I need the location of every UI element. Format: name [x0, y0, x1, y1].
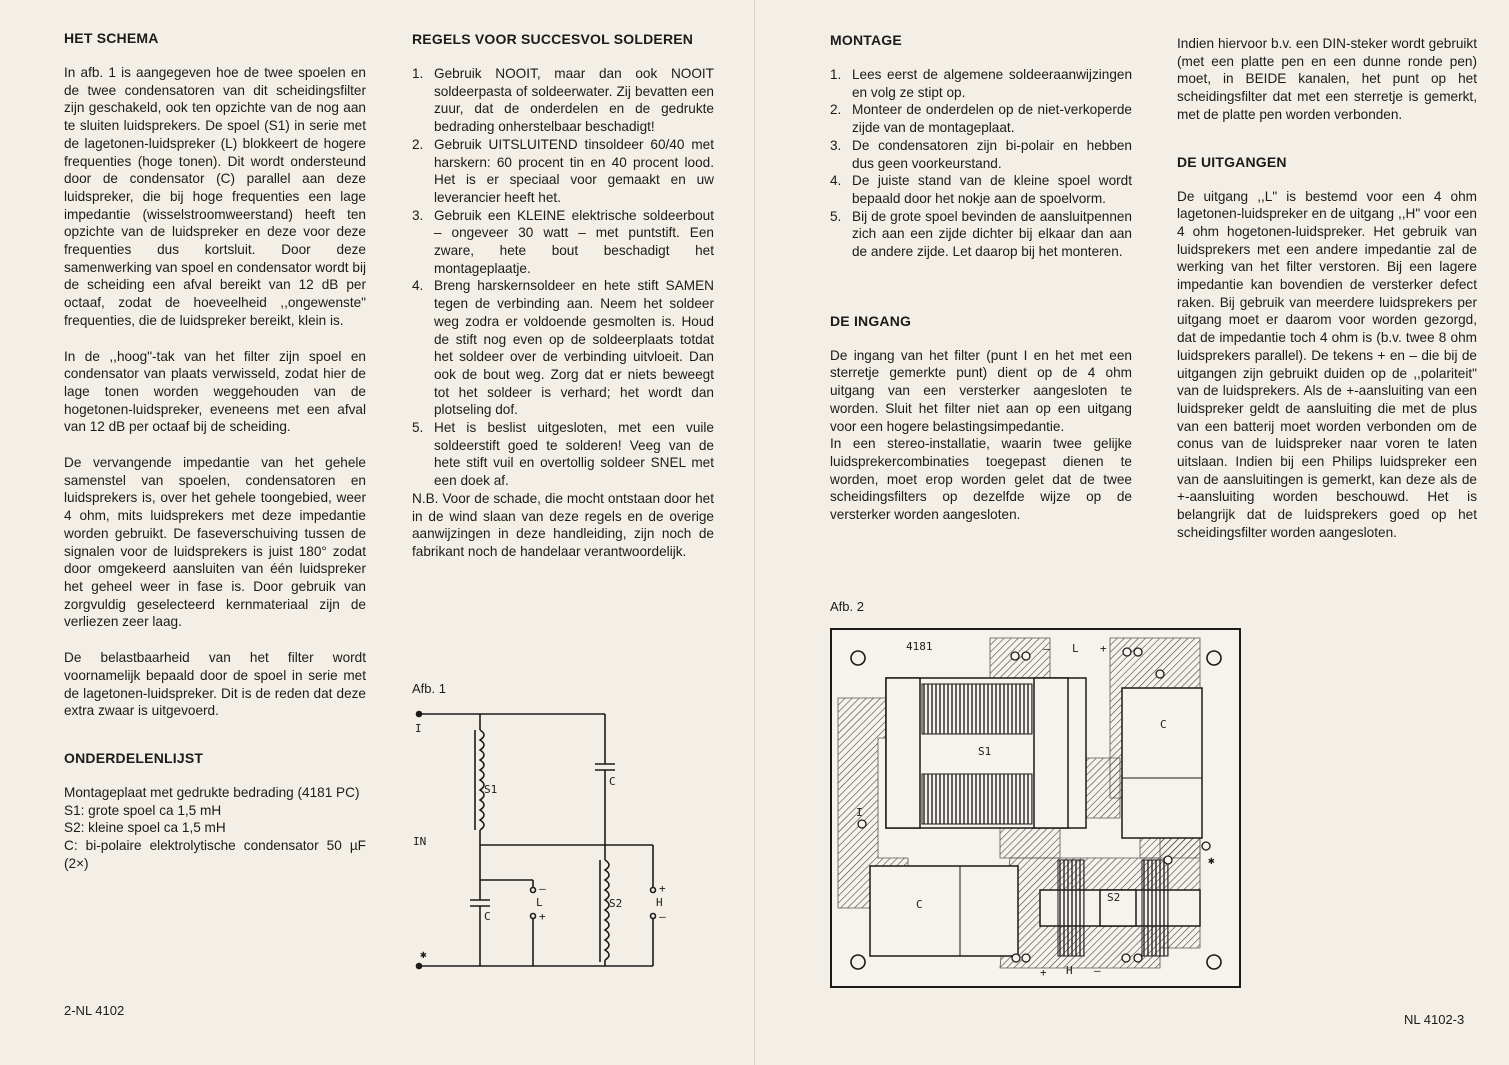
- list-item: 5. Bij de grote spoel bevinden de aansluitpennen zich aan een zijde dichter bij elkaar dan aan de andere zijde. Let daarop bij het monteren.: [830, 208, 1132, 260]
- schema-paragraph-3: De vervangende impedantie van het gehele samenstel van spoelen, condensatoren en luidsprekers is, over het gehele toongebied, weer 4 ohm, mits luidsprekers met deze impedantie worden gebruikt. De faseverschuiving tussen de signalen voor de luidsprekers is juist 180° zodat door omgekeerd aansluiten van één luidspreker het geheel weer in fase is. Door gebruik van zorgvuldig geselecteerd kernmateriaal zijn de verliezen zeer laag.: [64, 455, 366, 630]
- list-item: 2. Gebruik UITSLUITEND tinsoldeer 60/40 met harskern: 60 procent tin en 40 procent lood. Het is er speciaal voor gemaakt en uw leverancier heeft het.: [412, 136, 714, 205]
- schematic-label: C: [609, 775, 616, 788]
- column-solderen: [412, 31, 714, 579]
- schematic-label: S1: [484, 783, 498, 796]
- pcb-layout-diagram: [830, 628, 1242, 990]
- list-item: 5. Het is beslist uitgesloten, met een vuile soldeerstift goed te solderen! Veeg van de hete stift vuil en overtollig soldeer SNEL met een doek af.: [412, 420, 714, 489]
- schematic-label: +: [539, 910, 546, 923]
- heading-het-schema: HET SCHEMA: [64, 30, 159, 46]
- pcb-label: I: [856, 806, 863, 819]
- parts-item: S2: kleine spoel ca 1,5 mH: [64, 820, 226, 836]
- heading-solderen: REGELS VOOR SUCCESVOL SOLDEREN: [412, 31, 694, 47]
- pcb-label: –: [1043, 642, 1050, 655]
- din-paragraph: Indien hiervoor b.v. een DIN-steker wordt gebruikt (met een platte pen en een dunne ronde pen) moet, in BEIDE kanalen, het punt op het scheidingsfilter dat met een sterretje is gemerkt, met de platte pen worden verbonden.: [1177, 36, 1477, 122]
- list-item: 1. Lees eerst de algemene soldeeraanwijzingen en volg ze stipt op.: [830, 67, 1132, 100]
- parts-list: [64, 784, 366, 873]
- schematic-label: +: [659, 882, 666, 895]
- fig1-label: Afb. 1: [412, 681, 446, 696]
- column-montage: [830, 32, 1132, 542]
- schematic-label: C: [484, 910, 491, 923]
- list-item: 3. Gebruik een KLEINE elektrische soldeerbout – ongeveer 30 watt – met puntstift. Een zware, hete bout beschadigt het montageplaatje.: [412, 207, 714, 276]
- page-number-left: 2-NL 4102: [64, 1003, 125, 1018]
- parts-item: C: bi-polaire elektrolytische condensator 50 µF (2×): [64, 838, 366, 871]
- schema-paragraph-4: De belastbaarheid van het filter wordt voornamelijk bepaald door de spoel in serie met de lagetonen-luidspreker. Dit is de reden dat deze extra zwaar is uitgevoerd.: [64, 650, 366, 719]
- nb-disclaimer: N.B. Voor de schade, die mocht ontstaan door het in de wind slaan van deze regels en de overige aanwijzingen in deze handleiding, zijn noch de fabrikant noch de handelaar verantwoordelijk.: [412, 490, 714, 559]
- star-icon: ✱: [1208, 854, 1215, 867]
- fig2-label: Afb. 2: [830, 599, 864, 614]
- list-item: 2. Monteer de onderdelen op de niet-verkoperde zijde van de montageplaat.: [830, 102, 1132, 136]
- schema-paragraph-2: In de ,,hoog"-tak van het filter zijn spoel en condensator van plaats verwisseld, zodat hier de lage tonen worden weggehouden van de hogetonen-luidspreker, eveneens met een afval van 12 dB per octaaf bij de scheiding.: [64, 348, 366, 435]
- pcb-label: H: [1066, 964, 1073, 977]
- schema-paragraph-1: In afb. 1 is aangegeven hoe de twee spoelen en de twee condensatoren van dit scheidingsfilter zijn geschakeld, ook ten opzichte van de nog aan te sluiten luidsprekers. De spoel (S1) in serie met de lagetonen-luidspreker (L) blokkeert de hogere frequenties (hoge tonen). Dit wordt ondersteund door de condensator (C) parallel aan deze luidspreker, die bij hoge frequenties een lage impedantie (wisselstroomweerstand) heeft ten opzichte van de luidspreker en deze voor deze frequenties dus kortsluit. Door deze samenwerking van spoel en condensator wordt bij de scheiding een afval bereikt van 12 dB per octaaf, zodat de hoeveelheid ,,ongewenste" frequenties, die de luidspreker bereikt, klein is.: [64, 65, 366, 328]
- schematic-diagram: [405, 700, 705, 980]
- parts-item: S1: grote spoel ca 1,5 mH: [64, 802, 222, 818]
- list-item: 4. De juiste stand van de kleine spoel wordt bepaald door het nokje aan de spoelvorm.: [830, 173, 1132, 206]
- schematic-label: S2: [609, 897, 623, 910]
- schematic-label: –: [539, 882, 546, 895]
- ingang-paragraph-1: De ingang van het filter (punt I en het met een sterretje gemerkte punt) dient op de 4 ohm uitgang van een versterker aangesloten te worden. Sluit het filter niet aan op een uitgang voor een hogere belastingsimpedantie.: [830, 347, 1132, 434]
- pcb-label: C: [916, 898, 923, 911]
- list-item: 3. De condensatoren zijn bi-polair en hebben dus geen voorkeurstand.: [830, 137, 1132, 171]
- solder-rules-list: [412, 65, 714, 490]
- pcb-label: L: [1072, 642, 1079, 655]
- schematic-label: –: [659, 910, 666, 923]
- schematic-label: I: [415, 722, 422, 735]
- pcb-label: C: [1160, 718, 1167, 731]
- ingang-paragraph-2: In een stereo-installatie, waarin twee gelijke luidsprekercombinaties toegepast dienen te worden, moet erop worden gelet dat de twee scheidingsfilters op dezelfde wijze op de versterker worden aangesloten.: [830, 436, 1132, 523]
- heading-de-ingang: DE INGANG: [830, 312, 912, 329]
- heading-montage: MONTAGE: [830, 32, 902, 48]
- pcb-label: S2: [1107, 891, 1121, 904]
- page-number-right: NL 4102-3: [1404, 1012, 1465, 1027]
- list-item: 1. Gebruik NOOIT, maar dan ook NOOIT soldeerpasta of soldeerwater. Zij bevatten een zuur, dat de onderdelen en de gedrukte bedrading onherstelbaar beschadigt!: [412, 66, 714, 135]
- heading-de-uitgangen: DE UITGANGEN: [1177, 153, 1287, 170]
- column-het-schema: [64, 30, 366, 872]
- heading-onderdelenlijst: ONDERDELENLIJST: [64, 749, 204, 766]
- pcb-label: +: [1100, 642, 1107, 655]
- schematic-label: L: [536, 896, 543, 909]
- pcb-label: S1: [978, 745, 992, 758]
- center-fold: [754, 0, 755, 1065]
- pcb-label: –: [1094, 964, 1101, 977]
- pcb-label: +: [1040, 966, 1047, 979]
- montage-steps-list: [830, 66, 1132, 261]
- schematic-label: IN: [413, 835, 427, 848]
- uitgangen-paragraph: De uitgang ,,L" is bestemd voor een 4 ohm lagetonen-luidspreker en de uitgang ,,H" voor een 4 ohm hogetonen-luidspreker. Het gebruik van luidsprekers met een andere impedantie zal de werking van het filter verstoren. Bij een lagere impedantie kan bovendien de versterker defect raken. Bij gebruik van meerdere luidsprekers per uitgang moet er daarom voor worden gezorgd, dat de impedantie toch 4 ohm is (b.v. twee 8 ohm luidsprekers parallel). De tekens + en – die bij de uitgangen zijn gebruikt duiden op de ,,polariteit" van de luidsprekers. Als de +-aansluiting van een luidspreker geldt de aansluiting die met de plus van een batterij moet worden verbonden om de conus van de luidspreker naar voren te laten uitslaan. Indien bij een Philips luidspreker een van de aansluitingen is gemerkt, kan deze als de +-aansluiting worden beschouwd. Het is belangrijk dat de luidsprekers goed op het scheidingsfilter worden aangesloten.: [1177, 188, 1477, 540]
- schematic-label: H: [656, 896, 663, 909]
- parts-item: Montageplaat met gedrukte bedrading (4181 PC): [64, 784, 360, 800]
- list-item: 4. Breng harskernsoldeer en hete stift SAMEN tegen de verbinding aan. Neem het soldeer weg zodra er voldoende gesmolten is. Houd de stift nog even op de soldeerplaats totdat het soldeer over de verbinding uitvloeit. Dan ook de bout weg. Zorg dat er niets beweegt tot het soldeer is verhard; het wordt dan plotseling dof.: [412, 278, 714, 418]
- column-uitgangen: [1177, 35, 1477, 560]
- pcb-label: 4181: [906, 640, 933, 653]
- star-icon: ✱: [420, 948, 427, 961]
